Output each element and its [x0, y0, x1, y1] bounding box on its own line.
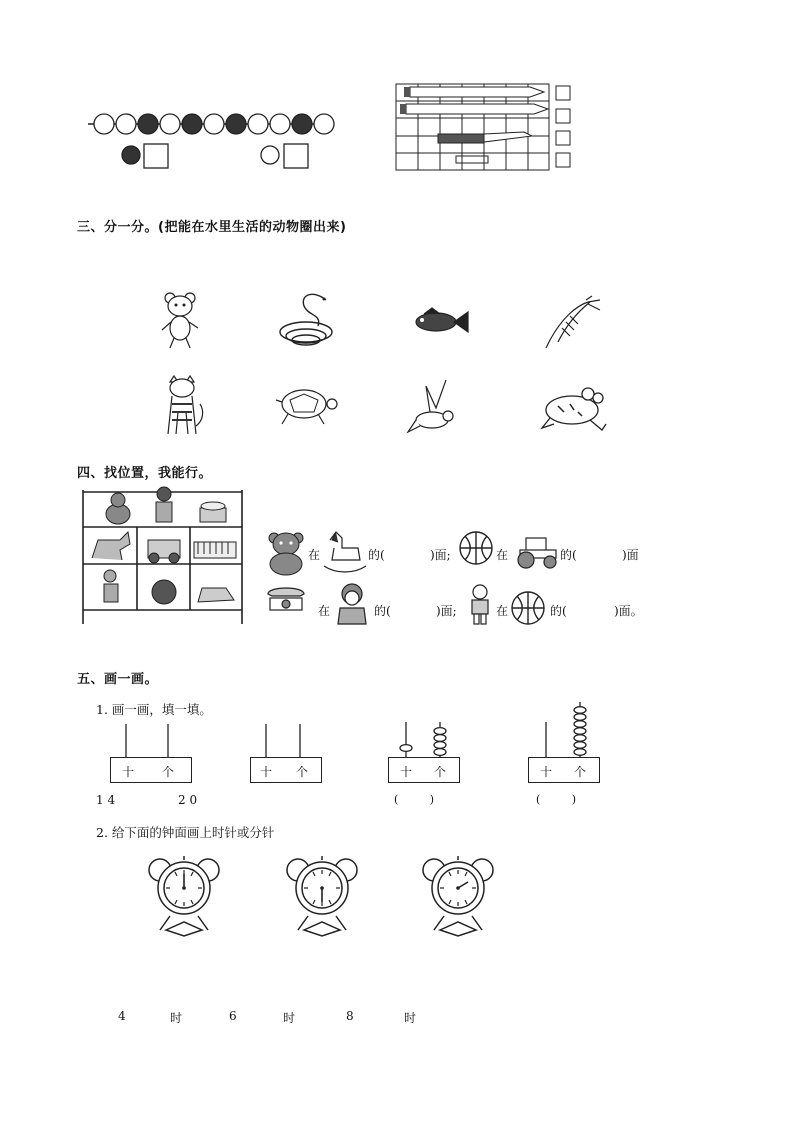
alarm-clock-2-icon	[284, 852, 364, 938]
abacus-value-1: 1 4	[96, 793, 116, 807]
abacus-4-rods	[528, 700, 612, 758]
abacus-ones-label: 个	[574, 765, 587, 779]
de-text: 的(	[550, 604, 567, 618]
question-1: 1. 画一画，填一填。	[96, 702, 212, 717]
abacus-4-base	[528, 757, 600, 783]
tractor-icon	[512, 532, 562, 570]
alarm-clock-3-icon	[420, 852, 500, 938]
abacus-tens-label: 十	[400, 765, 413, 779]
in-text: 在	[496, 604, 509, 618]
abacus-2-rods	[250, 722, 334, 758]
dove-icon	[406, 378, 462, 440]
snake-icon	[274, 290, 338, 352]
frog-icon	[540, 384, 610, 436]
bear-icon	[158, 290, 204, 352]
bead-string-illustration	[86, 108, 346, 178]
section3-title: 三、分一分。(把能在水里生活的动物圈出来)	[77, 220, 347, 235]
blank-answer: )面;	[430, 548, 451, 562]
blank-answer: )面。	[614, 604, 643, 618]
clock-2-unit: 时	[283, 1011, 296, 1025]
shelf-illustration	[80, 484, 250, 626]
alarm-clock-1-icon	[146, 852, 226, 938]
basketball-icon	[458, 530, 494, 566]
doll-icon	[332, 582, 372, 630]
abacus-3-rods	[388, 718, 472, 758]
de-text: 的(	[374, 604, 391, 618]
abacus-tens-label: 十	[540, 765, 553, 779]
clock-2-number: 6	[229, 1009, 237, 1023]
blank-answer: )面;	[436, 604, 457, 618]
abacus-value-2: 2 0	[178, 793, 198, 807]
abacus-1-rods	[110, 722, 194, 758]
in-text: 在	[318, 604, 331, 618]
abacus-answer-blank: ( )	[394, 793, 435, 806]
teddy-bear-icon	[264, 530, 308, 576]
clock-3-number: 8	[346, 1009, 354, 1023]
abacus-tens-label: 十	[260, 765, 273, 779]
length-grid-illustration	[394, 82, 579, 174]
turtle-icon	[274, 384, 340, 430]
clock-1-unit: 时	[170, 1011, 183, 1025]
in-text: 在	[496, 548, 509, 562]
blank-answer: )面	[622, 548, 639, 562]
abacus-tens-label: 十	[122, 765, 135, 779]
question-2: 2. 给下面的钟面画上时针或分针	[96, 825, 275, 840]
robot-icon	[466, 584, 494, 628]
rocking-horse-icon	[322, 530, 368, 572]
fish-icon	[410, 306, 472, 338]
section4-title: 四、找位置，我能行。	[77, 466, 213, 481]
telephone-icon	[264, 584, 308, 614]
abacus-ones-label: 个	[434, 765, 447, 779]
de-text: 的(	[560, 548, 577, 562]
basketball-icon	[510, 590, 546, 626]
abacus-ones-label: 个	[162, 765, 175, 779]
abacus-3-base	[388, 757, 460, 783]
section5-title: 五、画一画。	[77, 672, 159, 687]
cat-icon	[160, 376, 206, 440]
abacus-ones-label: 个	[296, 765, 309, 779]
in-text: 在	[308, 548, 321, 562]
abacus-answer-blank: ( )	[536, 793, 577, 806]
clock-1-number: 4	[118, 1009, 126, 1023]
clock-3-unit: 时	[404, 1011, 417, 1025]
de-text: 的(	[368, 548, 385, 562]
shrimp-icon	[540, 296, 602, 352]
